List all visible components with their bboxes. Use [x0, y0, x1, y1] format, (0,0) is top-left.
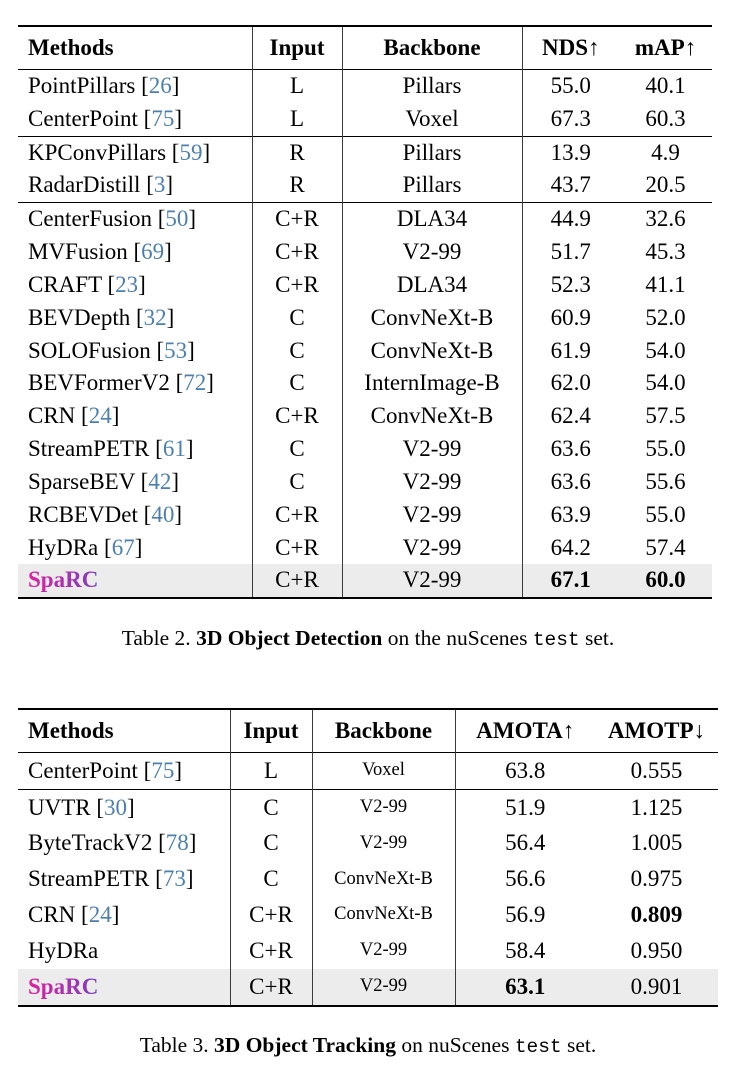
table-row	[18, 532, 712, 565]
bracket: ]	[174, 757, 182, 783]
detection-table	[18, 25, 712, 599]
col-header-nds: NDS↑	[541, 35, 600, 60]
method-name: CenterFusion	[28, 206, 152, 232]
citation-number: 42	[148, 468, 172, 494]
table-row	[18, 70, 712, 103]
nds-cell: 62.0	[550, 370, 591, 396]
map-cell: 57.4	[645, 534, 686, 560]
method-cell	[18, 103, 252, 136]
method-cell	[18, 753, 230, 790]
bracket: ]	[171, 468, 179, 494]
bracket: [	[81, 902, 89, 928]
map-cell: 32.6	[645, 206, 686, 232]
col-header-backbone: Backbone	[342, 26, 522, 70]
bracket: ]	[138, 271, 146, 297]
nds-cell: 61.9	[550, 337, 591, 363]
input-cell: R	[252, 169, 342, 202]
nds-cell: 44.9	[550, 206, 591, 232]
col-header-map: mAP↑	[634, 35, 697, 60]
table2-caption	[18, 626, 718, 651]
bracket: ]	[134, 534, 143, 560]
col-header-input: Input	[252, 26, 342, 70]
table-row-sparc-highlight	[18, 969, 718, 1006]
bracket: [	[96, 794, 105, 820]
bracket: [	[140, 468, 149, 494]
method-cell	[18, 826, 230, 862]
citation-number: 78	[165, 830, 189, 856]
bracket: [	[143, 105, 152, 131]
bracket: [	[146, 172, 154, 198]
input-cell: C+R	[252, 532, 342, 565]
citation-number: 30	[104, 794, 128, 820]
input-cell: C	[252, 466, 342, 499]
bracket: ]	[174, 501, 182, 527]
table-row	[18, 335, 712, 368]
citation-number: 3	[153, 172, 166, 198]
method-name: HyDRa	[28, 937, 99, 963]
bracket: ]	[188, 830, 197, 856]
backbone-cell: V2-99	[342, 433, 522, 466]
citation-number: 59	[179, 139, 203, 165]
table-row	[18, 790, 718, 826]
bracket: ]	[127, 794, 135, 820]
citation-number: 24	[88, 902, 112, 928]
bracket: [	[171, 139, 180, 165]
map-cell: 45.3	[645, 239, 686, 265]
bracket: ]	[187, 337, 195, 363]
citation-number: 26	[148, 73, 172, 98]
nds-cell: 51.7	[550, 239, 591, 265]
citation-link[interactable]	[107, 272, 145, 297]
table-row	[18, 898, 718, 934]
method-name: PointPillars	[28, 73, 136, 98]
table-row	[18, 499, 712, 532]
backbone-cell: ConvNeXt-B	[342, 335, 522, 368]
amotp-cell: 0.950	[630, 937, 683, 963]
citation-number: 50	[165, 206, 189, 232]
input-cell: L	[252, 103, 342, 136]
input-cell: C+R	[252, 236, 342, 269]
nds-cell: 63.6	[550, 468, 591, 494]
input-cell: C	[230, 862, 312, 898]
citation-link[interactable]	[176, 370, 214, 395]
input-cell: C	[230, 826, 312, 862]
input-cell: C+R	[252, 499, 342, 532]
table-row	[18, 236, 712, 269]
citation-link[interactable]	[136, 305, 174, 330]
method-name: CRN	[28, 403, 76, 429]
table-row	[18, 103, 712, 136]
bracket: ]	[185, 436, 194, 462]
citation-link[interactable]	[81, 902, 119, 927]
method-cell	[18, 564, 252, 598]
input-cell: L	[230, 753, 312, 790]
citation-link[interactable]	[172, 140, 210, 165]
nds-cell: 13.9	[550, 139, 591, 165]
bracket: ]	[166, 304, 175, 330]
bracket: [	[156, 337, 165, 363]
method-name: CenterPoint	[28, 105, 138, 131]
caption-suffix: set.	[567, 1033, 597, 1058]
method-cell	[18, 269, 252, 302]
bracket: ]	[164, 239, 172, 265]
method-cell	[18, 335, 252, 368]
citation-link[interactable]	[144, 502, 182, 527]
caption-code: test	[532, 629, 580, 652]
citation-number: 75	[151, 105, 175, 131]
input-cell: L	[252, 70, 342, 103]
col-header-backbone: Backbone	[312, 709, 455, 753]
amota-cell: 51.9	[505, 794, 546, 820]
method-name: HyDRa	[28, 534, 99, 560]
nds-cell: 62.4	[550, 403, 591, 429]
input-cell: C+R	[230, 969, 312, 1006]
method-cell	[18, 70, 252, 103]
col-header-amotp: AMOTP↓	[607, 718, 706, 744]
citation-link[interactable]	[104, 535, 142, 560]
input-cell: R	[252, 136, 342, 169]
table-row	[18, 933, 718, 969]
bracket: [	[107, 271, 116, 297]
nds-cell: 63.9	[550, 501, 591, 527]
caption-code: test	[514, 1036, 562, 1059]
citation-number: 40	[151, 501, 175, 527]
amotp-cell: 0.975	[630, 866, 683, 892]
backbone-cell: ConvNeXt-B	[342, 400, 522, 433]
table-row	[18, 203, 712, 236]
nds-cell: 60.9	[550, 304, 591, 330]
bracket: [	[143, 757, 152, 783]
method-name: KPConvPillars	[28, 139, 167, 165]
backbone-cell: Pillars	[342, 70, 522, 103]
citation-link[interactable]	[133, 239, 171, 264]
method-name: BEVFormerV2	[28, 370, 170, 396]
citation-link[interactable]	[156, 338, 194, 363]
map-cell: 40.1	[645, 73, 686, 98]
backbone-cell: V2-99	[342, 499, 522, 532]
map-cell: 52.0	[645, 304, 686, 330]
table-row-sparc-highlight	[18, 564, 712, 598]
backbone-cell: V2-99	[312, 790, 455, 826]
amotp-cell: 0.809	[630, 902, 683, 928]
citation-link[interactable]	[155, 436, 193, 461]
bracket: ]	[206, 370, 214, 396]
nds-cell: 63.6	[550, 436, 591, 462]
backbone-cell: V2-99	[342, 564, 522, 598]
bracket: [	[158, 830, 166, 856]
backbone-cell: V2-99	[312, 933, 455, 969]
method-cell	[18, 862, 230, 898]
citation-number: 75	[151, 757, 175, 783]
citation-number: 67	[111, 534, 135, 560]
backbone-cell: ConvNeXt-B	[342, 302, 522, 335]
bracket: [	[175, 370, 184, 396]
bracket: [	[81, 403, 89, 429]
input-cell: C+R	[252, 203, 342, 236]
nds-cell: 55.0	[550, 73, 591, 98]
input-cell: C	[230, 790, 312, 826]
map-cell: 55.0	[645, 436, 686, 462]
bracket: ]	[111, 902, 120, 928]
citation-number: 61	[162, 436, 186, 462]
amotp-cell: 1.125	[630, 794, 683, 820]
map-cell: 20.5	[645, 172, 686, 198]
table-row	[18, 169, 712, 202]
citation-link[interactable]	[141, 73, 179, 98]
table-row	[18, 433, 712, 466]
map-cell: 54.0	[645, 337, 686, 363]
citation-link[interactable]	[81, 403, 119, 428]
nds-cell: 67.1	[550, 567, 591, 593]
bracket: [	[133, 239, 142, 265]
method-cell	[18, 302, 252, 335]
citation-link[interactable]	[155, 866, 193, 891]
bracket: [	[104, 534, 112, 560]
method-name: MVFusion	[28, 239, 128, 265]
map-cell: 55.6	[645, 468, 686, 494]
bracket: ]	[185, 866, 194, 892]
citation-link[interactable]	[96, 795, 134, 820]
method-cell	[18, 898, 230, 934]
backbone-cell: DLA34	[342, 269, 522, 302]
citation-number: 24	[88, 403, 112, 429]
method-name: RCBEVDet	[28, 501, 138, 527]
backbone-cell: Pillars	[342, 169, 522, 202]
table-row	[18, 269, 712, 302]
bracket: ]	[111, 403, 120, 429]
citation-link[interactable]	[141, 469, 179, 494]
nds-cell: 67.3	[550, 105, 591, 131]
method-name: StreamPETR	[28, 436, 150, 462]
backbone-cell: Voxel	[342, 103, 522, 136]
header-row	[18, 709, 718, 753]
method-name: CRN	[28, 902, 76, 928]
table-row	[18, 826, 718, 862]
citation-number: 23	[115, 271, 139, 297]
backbone-cell: V2-99	[312, 969, 455, 1006]
method-cell	[18, 367, 252, 400]
citation-link[interactable]	[144, 758, 182, 783]
map-cell: 60.3	[645, 105, 686, 131]
amota-cell: 56.6	[505, 866, 546, 892]
caption-title: 3D Object Tracking	[214, 1033, 396, 1058]
citation-number: 32	[143, 304, 167, 330]
bracket: [	[135, 304, 144, 330]
citation-link[interactable]	[158, 206, 196, 231]
bracket: ]	[165, 172, 174, 198]
backbone-cell: V2-99	[342, 532, 522, 565]
method-name: RadarDistill	[28, 172, 141, 198]
map-cell: 54.0	[645, 370, 686, 396]
tracking-table	[18, 708, 718, 1007]
backbone-cell: DLA34	[342, 203, 522, 236]
method-cell	[18, 790, 230, 826]
bracket: [	[155, 866, 163, 892]
method-cell	[18, 933, 230, 969]
method-cell	[18, 169, 252, 202]
backbone-cell: V2-99	[312, 826, 455, 862]
col-header-methods: Methods	[18, 26, 252, 70]
method-cell	[18, 532, 252, 565]
method-cell	[18, 136, 252, 169]
bracket: ]	[174, 105, 182, 131]
citation-number: 73	[162, 866, 186, 892]
input-cell: C+R	[252, 269, 342, 302]
table3-caption	[18, 1033, 718, 1058]
method-name: ByteTrackV2	[28, 830, 153, 856]
method-cell	[18, 236, 252, 269]
col-header-input: Input	[230, 709, 312, 753]
method-name: BEVDepth	[28, 304, 131, 330]
method-cell	[18, 499, 252, 532]
citation-link[interactable]	[158, 830, 196, 855]
table-row	[18, 136, 712, 169]
bracket: [	[157, 206, 166, 232]
amota-cell: 63.8	[505, 757, 546, 783]
caption-suffix: set.	[585, 626, 615, 651]
citation-number: 72	[183, 370, 207, 396]
backbone-cell: ConvNeXt-B	[312, 862, 455, 898]
amota-cell: 63.1	[505, 973, 546, 999]
caption-middle: on nuScenes	[401, 1033, 510, 1058]
caption-title: 3D Object Detection	[196, 626, 383, 651]
nds-cell: 43.7	[550, 172, 591, 198]
header-row	[18, 26, 712, 70]
map-cell: 41.1	[645, 271, 686, 297]
bracket: [	[155, 436, 163, 462]
method-name: CenterPoint	[28, 757, 138, 783]
input-cell: C+R	[252, 564, 342, 598]
input-cell: C+R	[230, 898, 312, 934]
nds-cell: 52.3	[550, 271, 591, 297]
nds-cell: 64.2	[550, 534, 591, 560]
method-name: UVTR	[28, 794, 91, 820]
backbone-cell: Pillars	[342, 136, 522, 169]
input-cell: C+R	[230, 933, 312, 969]
method-name: SparseBEV	[28, 468, 135, 494]
map-cell: 4.9	[651, 139, 680, 165]
bracket: ]	[202, 139, 211, 165]
caption-label: Table 2.	[121, 626, 191, 651]
input-cell: C	[252, 367, 342, 400]
method-cell	[18, 433, 252, 466]
backbone-cell: Voxel	[312, 753, 455, 790]
caption-label: Table 3.	[139, 1033, 209, 1058]
amotp-cell: 1.005	[630, 830, 683, 856]
input-cell: C+R	[252, 400, 342, 433]
sparc-method-name: SpaRC	[28, 567, 99, 593]
input-cell: C	[252, 302, 342, 335]
table-row	[18, 753, 718, 790]
method-cell	[18, 400, 252, 433]
backbone-cell: ConvNeXt-B	[312, 898, 455, 934]
backbone-cell: V2-99	[342, 236, 522, 269]
amota-cell: 58.4	[505, 937, 546, 963]
backbone-cell: V2-99	[342, 466, 522, 499]
citation-link[interactable]	[146, 172, 173, 197]
bracket: [	[143, 501, 152, 527]
table-row	[18, 400, 712, 433]
table-row	[18, 367, 712, 400]
input-cell: C	[252, 433, 342, 466]
col-header-methods: Methods	[18, 709, 230, 753]
amotp-cell: 0.901	[630, 973, 683, 999]
method-cell	[18, 969, 230, 1006]
citation-link[interactable]	[144, 106, 182, 131]
col-header-amota: AMOTA↑	[476, 718, 575, 744]
method-cell	[18, 466, 252, 499]
bracket: ]	[188, 206, 197, 232]
citation-number: 69	[141, 239, 165, 265]
method-cell	[18, 203, 252, 236]
table-row	[18, 302, 712, 335]
input-cell: C	[252, 335, 342, 368]
bracket: ]	[171, 73, 180, 98]
method-name: SOLOFusion	[28, 337, 151, 363]
map-cell: 60.0	[645, 567, 686, 593]
method-name: StreamPETR	[28, 866, 150, 892]
amotp-cell: 0.555	[630, 757, 683, 783]
table-row	[18, 862, 718, 898]
map-cell: 55.0	[645, 501, 686, 527]
caption-middle: on the nuScenes	[387, 626, 528, 651]
method-name: CRAFT	[28, 271, 102, 297]
map-cell: 57.5	[645, 403, 686, 429]
backbone-cell: InternImage-B	[342, 367, 522, 400]
table-row	[18, 466, 712, 499]
sparc-method-name: SpaRC	[28, 973, 99, 999]
citation-number: 53	[164, 337, 188, 363]
amota-cell: 56.9	[505, 902, 546, 928]
amota-cell: 56.4	[505, 830, 546, 856]
bracket: [	[141, 73, 149, 98]
